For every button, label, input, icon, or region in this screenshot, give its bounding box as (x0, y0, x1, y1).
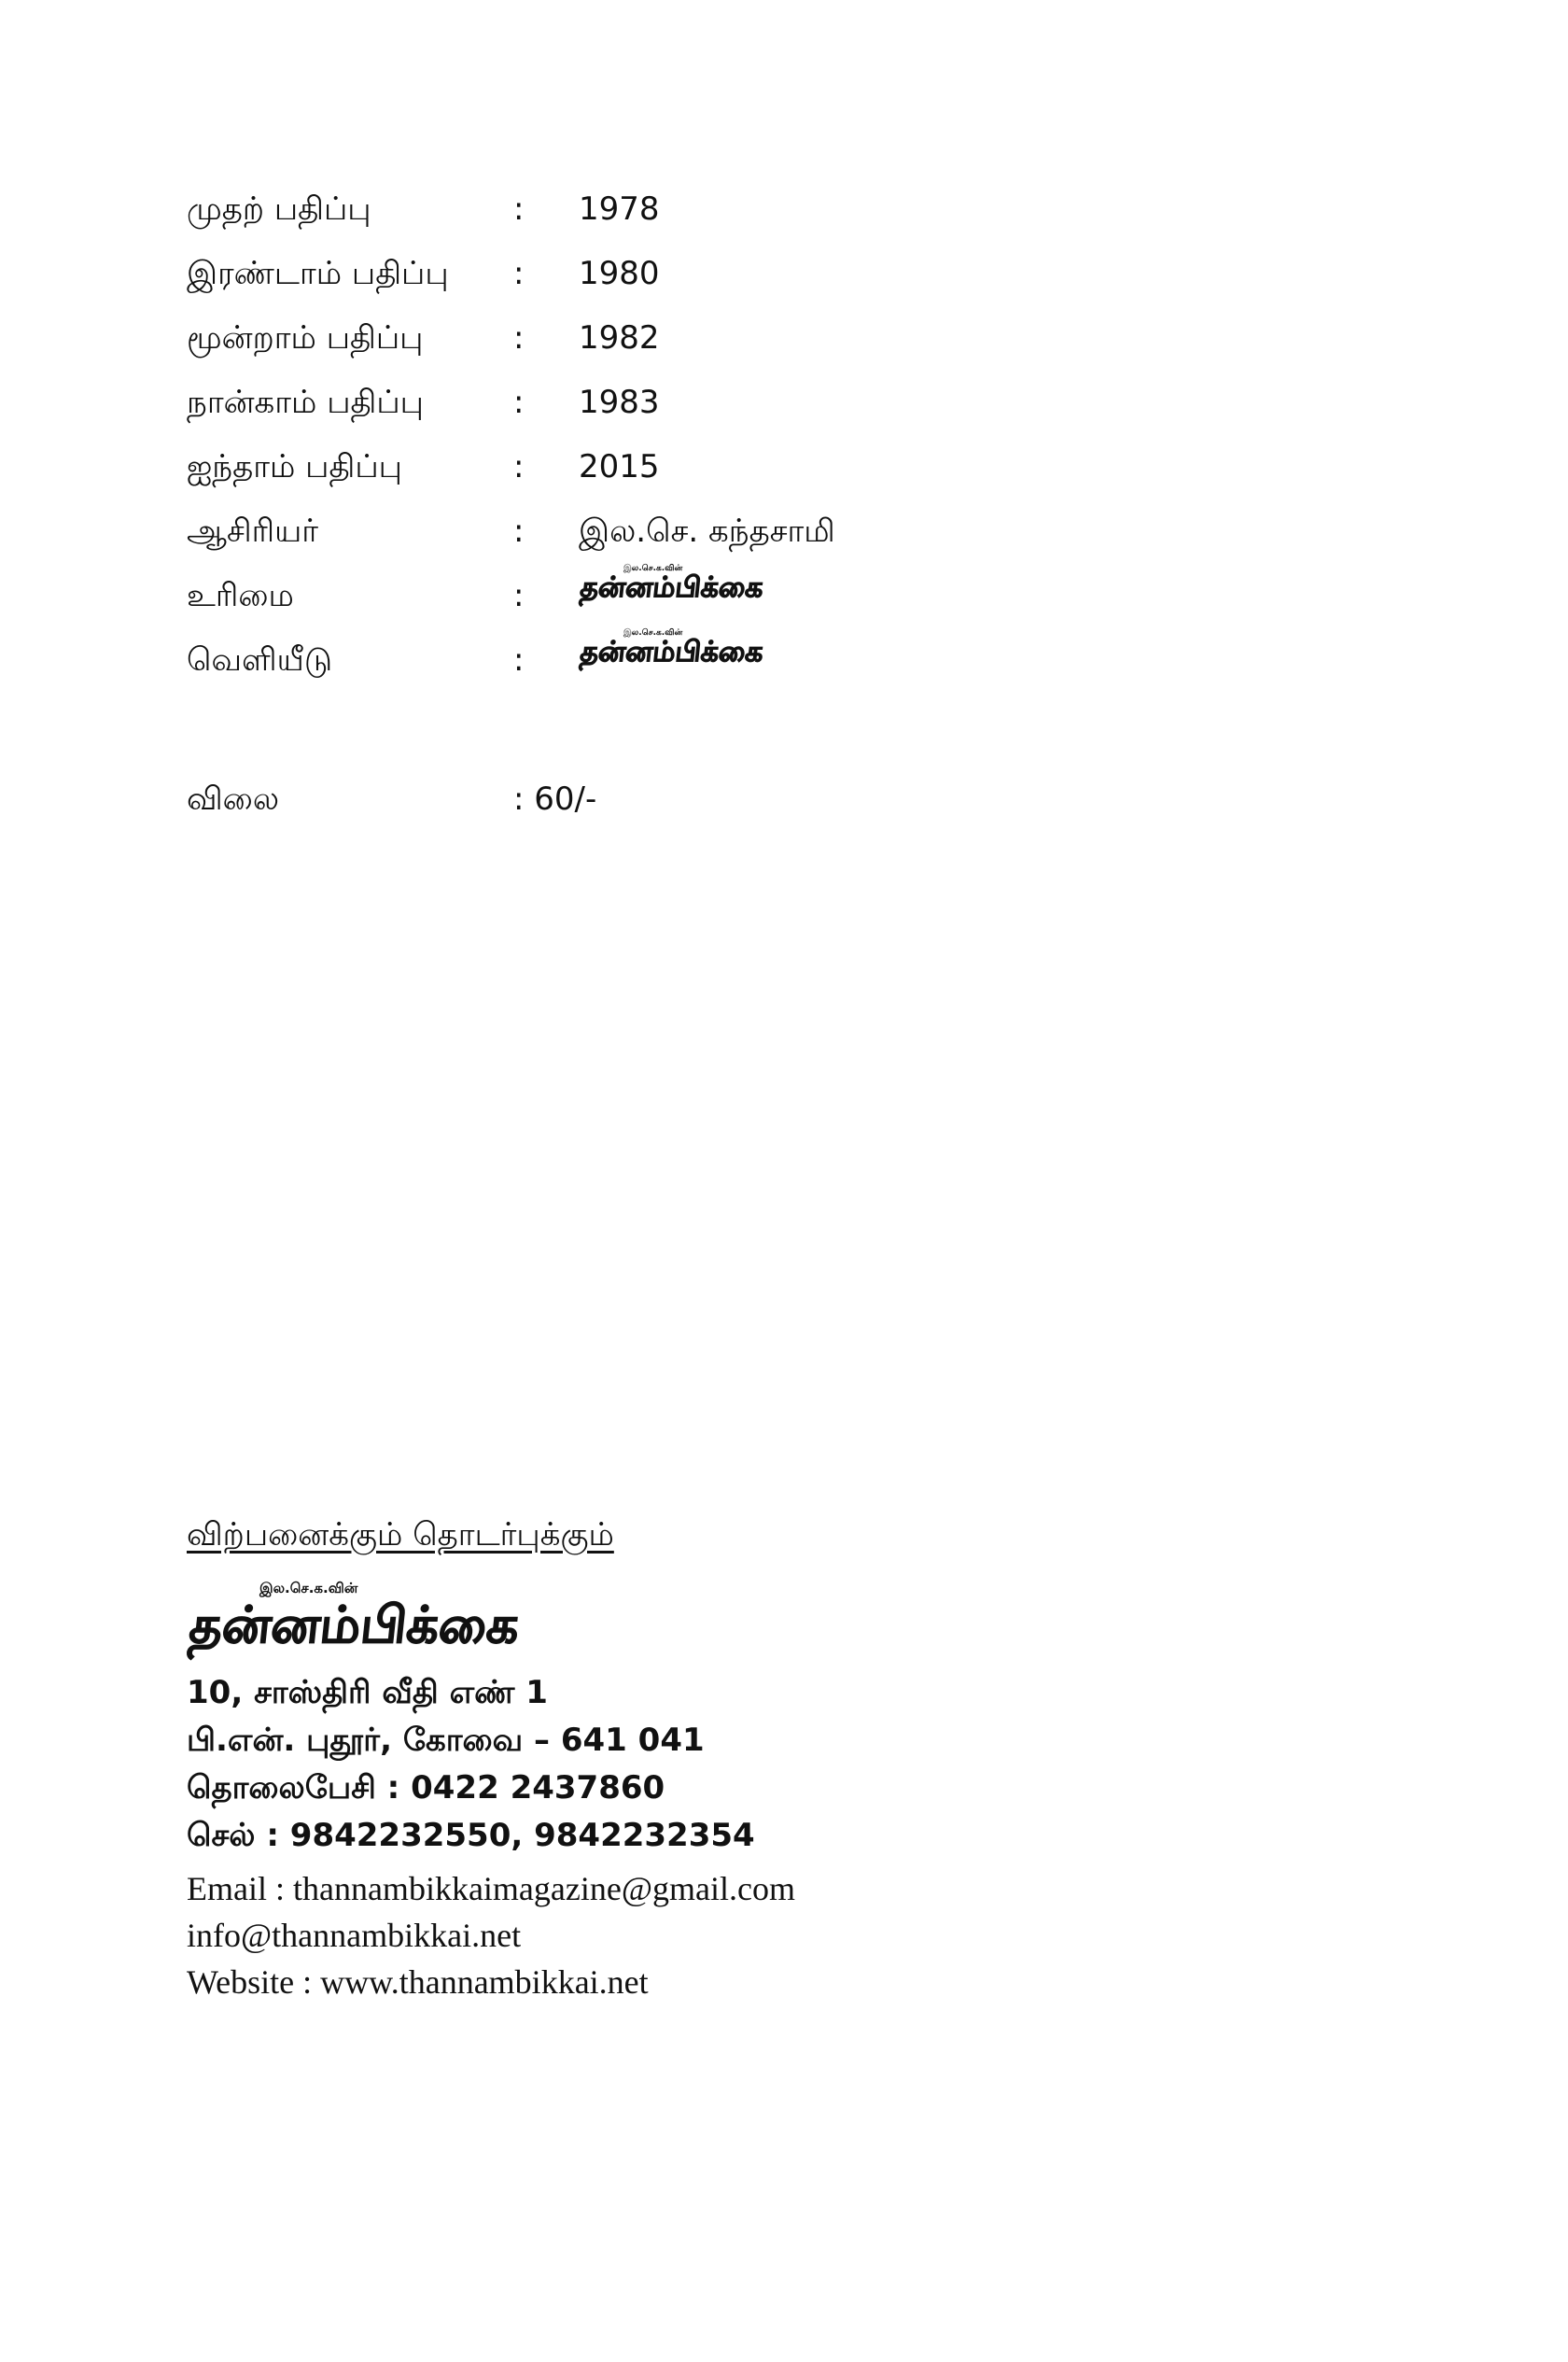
contact-website: Website : www.thannambikkai.net (187, 1963, 649, 2001)
detail-row-first-edition (187, 177, 1027, 242)
address-line-street: 10, சாஸ்திரி வீதி எண் 1 (187, 1674, 548, 1711)
logo-tagline: இல.செ.க.வின் (623, 564, 683, 573)
thannambikkai-logo (578, 564, 765, 604)
detail-colon: : (513, 448, 525, 485)
detail-row-third-edition (187, 306, 1027, 371)
detail-row-author (187, 499, 1027, 564)
address-line-city: பி.என். புதூர், கோவை – 641 041 (187, 1722, 705, 1759)
detail-value: 1983 (579, 384, 660, 421)
detail-row-fourth-edition (187, 371, 1027, 435)
detail-label: மூன்றாம் பதிப்பு (187, 319, 424, 357)
detail-label: இரண்டாம் பதிப்பு (187, 255, 449, 292)
price-label: விலை (187, 780, 280, 818)
contact-email: Email : thannambikkaimagazine@gmail.com (187, 1870, 795, 1907)
logo-tagline: இல.செ.க.வின் (623, 628, 683, 638)
detail-label: ஆசிரியர் (187, 513, 319, 550)
detail-colon: : (513, 190, 525, 228)
detail-colon: : (513, 641, 525, 679)
thannambikkai-logo-large (187, 1580, 523, 1654)
price-value: : 60/- (513, 780, 597, 818)
detail-row-fifth-edition (187, 435, 1027, 499)
detail-row-publisher (187, 628, 1027, 693)
detail-value: 1980 (579, 255, 660, 292)
contact-section (187, 1512, 1213, 2005)
logo-wordmark: தன்னம்பிக்கை (578, 636, 765, 668)
detail-value: 1978 (579, 190, 660, 228)
detail-value: 2015 (579, 448, 660, 485)
detail-label: வெளியீடு (187, 641, 333, 679)
contact-heading: விற்பனைக்கும் தொடர்புக்கும் (187, 1516, 614, 1554)
logo-wordmark: தன்னம்பிக்கை (187, 1596, 523, 1654)
edition-details (187, 177, 1027, 832)
thannambikkai-logo (578, 628, 765, 668)
detail-row-price (187, 767, 1027, 832)
address-line-mobile: செல் : 9842232550, 9842232354 (187, 1817, 755, 1854)
detail-colon: : (513, 319, 525, 357)
detail-row-copyright (187, 564, 1027, 628)
detail-label: முதற் பதிப்பு (187, 190, 371, 228)
detail-row-second-edition (187, 242, 1027, 306)
detail-value: 1982 (579, 319, 660, 357)
detail-value: இல.செ. கந்தசாமி (579, 513, 835, 550)
detail-label: நான்காம் பதிப்பு (187, 384, 424, 421)
logo-tagline: இல.செ.க.வின் (259, 1580, 358, 1596)
logo-wordmark: தன்னம்பிக்கை (578, 571, 765, 604)
detail-colon: : (513, 513, 525, 550)
detail-colon: : (513, 577, 525, 614)
detail-label: உரிமை (187, 577, 294, 614)
detail-label: ஐந்தாம் பதிப்பு (187, 448, 402, 485)
address-line-phone: தொலைபேசி : 0422 2437860 (187, 1769, 665, 1807)
detail-colon: : (513, 255, 525, 292)
detail-colon: : (513, 384, 525, 421)
contact-email-info: info@thannambikkai.net (187, 1917, 522, 1954)
